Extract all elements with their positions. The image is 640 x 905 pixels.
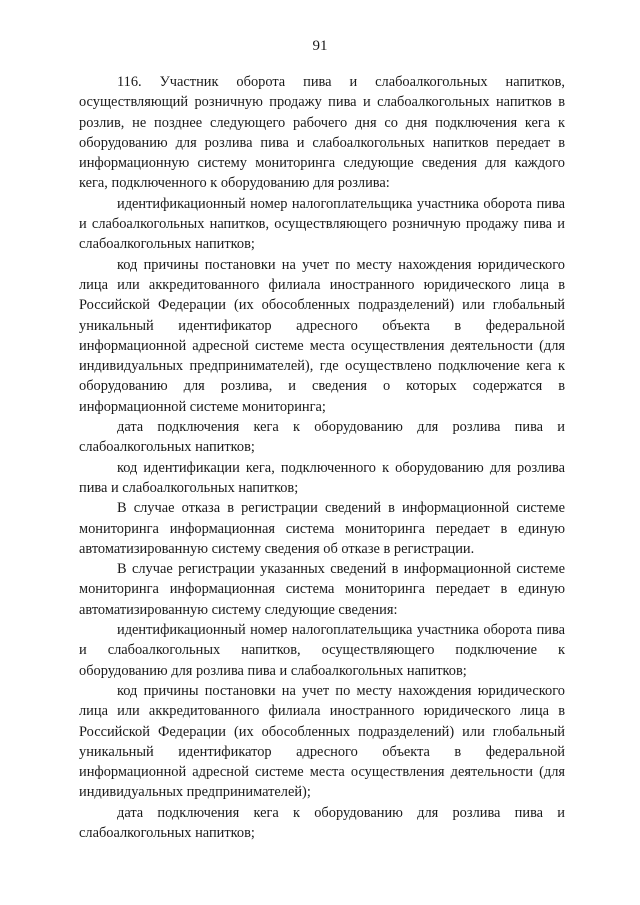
paragraph: В случае регистрации указанных сведений в информационной системе мониторинга информационная система мониторинга передает в единую автоматизированную систему следующие сведения:	[79, 561, 565, 618]
paragraph: В случае отказа в регистрации сведений в информационной системе мониторинга информационная система мониторинга передает в единую автоматизированную систему сведения об отказе в регистрации.	[79, 500, 565, 557]
paragraph: идентификационный номер налогоплательщика участника оборота пива и слабоалкогольных напитков, осуществляющего розничную продажу пива и слабоалкогольных напитков;	[79, 195, 565, 253]
paragraph: код идентификации кега, подключенного к оборудованию для розлива пива и слабоалкогольных напитков;	[79, 459, 565, 496]
document-body	[79, 72, 565, 843]
paragraph: код причины постановки на учет по месту нахождения юридического лица или аккредитованного филиала иностранного юридического лица в Российской Федерации (их обособленных подразделений) или глобальный уникальный идентификатор адресного объекта в федеральной информационной адресной системе места осуществления деятельности (для индивидуальных предпринимателей), где осуществлено подключение кега к оборудованию для розлива, и сведения о которых содержатся в информационной системе мониторинга;	[79, 256, 565, 415]
paragraph: код причины постановки на учет по месту нахождения юридического лица или аккредитованного филиала иностранного юридического лица в Российской Федерации (их обособленных подразделений) или глобальный уникальный идентификатор адресного объекта в федеральной информационной адресной системе места осуществления деятельности (для индивидуальных предпринимателей);	[79, 682, 565, 801]
paragraph: дата подключения кега к оборудованию для розлива пива и слабоалкогольных напитков;	[79, 419, 565, 456]
paragraph: дата подключения кега к оборудованию для розлива пива и слабоалкогольных напитков;	[79, 804, 565, 841]
page-number: 91	[312, 38, 328, 54]
paragraph: 116. Участник оборота пива и слабоалкогольных напитков, осуществляющий розничную продажу пива и слабоалкогольных напитков в розлив, не позднее следующего рабочего дня со дня подключения кега к оборудованию для розлива пива и слабоалкогольных напитков передает в информационную систему мониторинга следующие сведения для каждого кега, подключенного к оборудованию для розлива:	[79, 74, 565, 192]
paragraph: идентификационный номер налогоплательщика участника оборота пива и слабоалкогольных напитков, осуществляющего подключение к оборудованию для розлива пива и слабоалкогольных напитков;	[79, 622, 565, 679]
